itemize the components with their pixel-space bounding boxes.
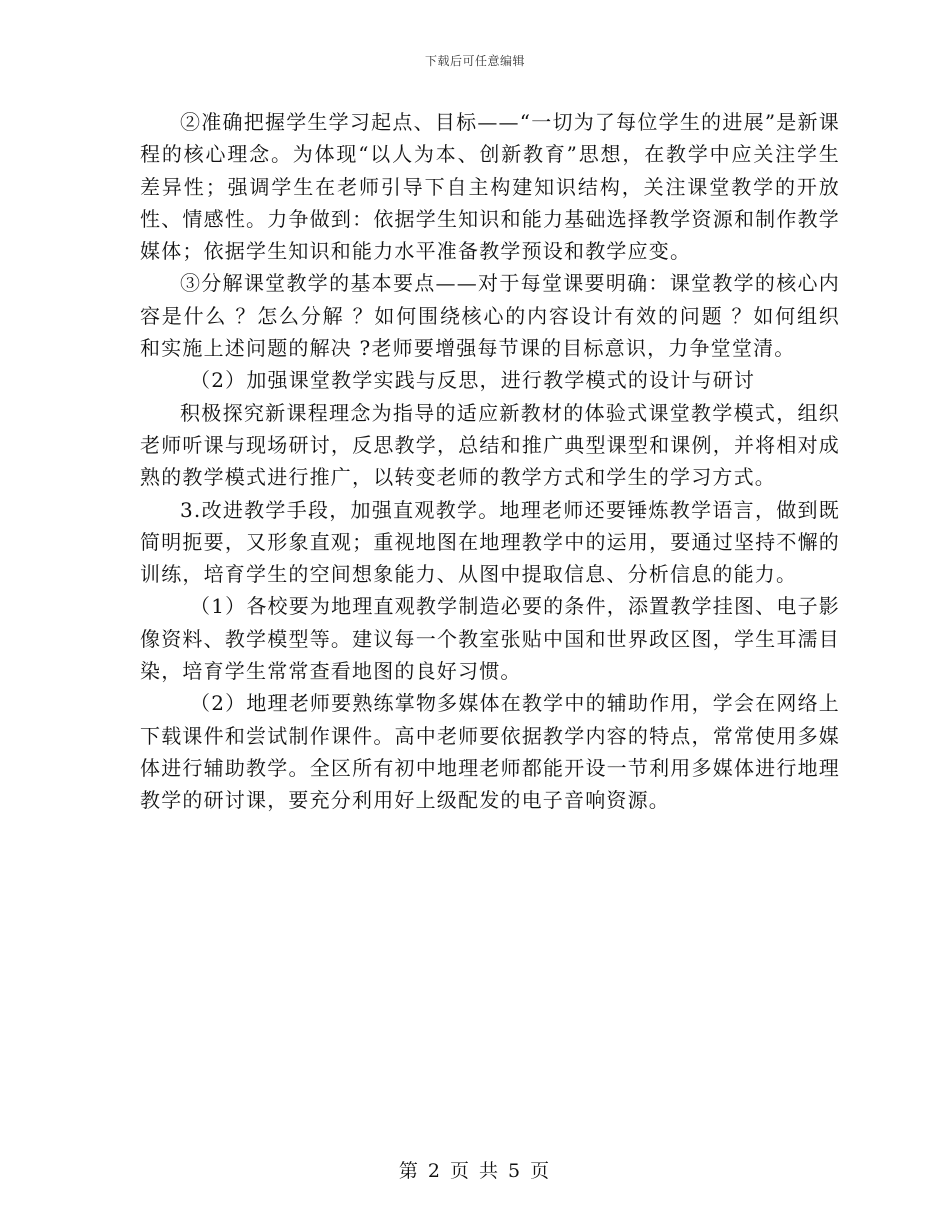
document-body [140, 106, 840, 817]
page-number: 第 2 页 共 5 页 [398, 1160, 552, 1182]
paragraph-learning-goals: ②准确把握学生学习起点、目标——“一切为了每位学生的进展”是新课程的核心理念。为体现“以人为本、创新教育”思想，在教学中应关注学生差异性；强调学生在老师引导下自主构建知识结构，关注课堂教学的开放性、情感性。力争做到：依据学生知识和能力基础选择教学资源和制作教学媒体；依据学生知识和能力水平准备教学预设和教学应变。 [140, 110, 840, 264]
paragraph-teaching-model: 积极探究新课程理念为指导的适应新教材的体验式课堂教学模式，组织老师听课与现场研讨，反思教学，总结和推广典型课型和课例，并将相对成熟的教学模式进行推广，以转变老师的教学方式和学生的学习方式。 [140, 400, 840, 490]
paragraph-lesson-points: ③分解课堂教学的基本要点——对于每堂课要明确：课堂教学的核心内容是什么 ？怎么分解 ？如何围绕核心的内容设计有效的问题 ？如何组织和实施上述问题的解决 ?老师要增强每节课的目标意识，力争堂堂清。 [140, 271, 840, 361]
paragraph-teaching-means: 3.改进教学手段，加强直观教学。地理老师还要锤炼教学语言，做到既简明扼要，又形象直观；重视地图在地理教学中的运用，要通过坚持不懈的训练，培育学生的空间想象能力、从图中提取信息、分析信息的能力。 [140, 497, 840, 587]
paragraph-visual-conditions: （1）各校要为地理直观教学制造必要的条件，添置教学挂图、电子影像资料、教学模型等。建议每一个教室张贴中国和世界政区图，学生耳濡目染，培育学生常常查看地图的良好习惯。 [140, 594, 840, 684]
paragraph-multimedia: （2）地理老师要熟练掌物多媒体在教学中的辅助作用，学会在网络上下载课件和尝试制作课件。高中老师要依据教学内容的特点，常常使用多媒体进行辅助教学。全区所有初中地理老师都能开设一节利用多媒体进行地理教学的研讨课，要充分利用好上级配发的电子音响资源。 [140, 691, 840, 813]
paragraph-subheading-practice: （2）加强课堂教学实践与反思，进行教学模式的设计与研讨 [190, 368, 756, 393]
page-header-note: 下载后可任意编辑 [424, 54, 525, 68]
